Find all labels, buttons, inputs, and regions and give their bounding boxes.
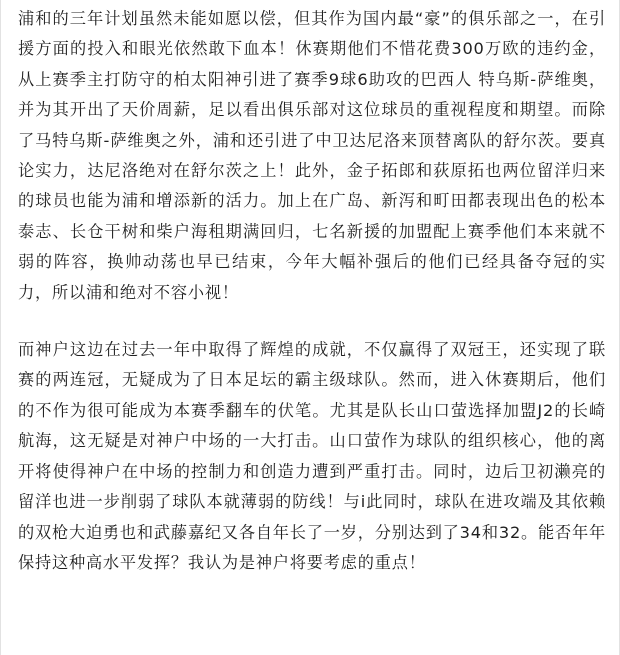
article-paragraph-urawa: 浦和的三年计划虽然未能如愿以偿，但其作为国内最“豪”的俱乐部之一，在引援方面的投入和眼光依然敢下血本！休赛期他们不惜花费300万欧的违约金，从上赛季主打防守的柏太阳神引进了赛季9球6助攻的巴西人 特乌斯-萨维奥，并为其开出了天价周薪，足以看出俱乐部对这位球员的重视程度和期望。而除了马特乌斯-萨维奥之外，浦和还引进了中卫达尼洛来顶替离队的舒尔茨。要真论实力，达尼洛绝对在舒尔茨之上！此外，金子拓郎和荻原拓也两位留洋归来的球员也能为浦和增添新的活力。加上在广岛、新泻和町田都表现出色的松本泰志、长仓干树和柴户海租期满回归，七名新援的加盟配上赛季他们本来就不弱的阵容，换帅动荡也早已结束，今年大幅补强后的他们已经具备夺冠的实力，所以浦和绝对不容小视！ (18, 9, 606, 302)
page-left-border (0, 0, 1, 655)
article-paragraph-kobe: 而神户这边在过去一年中取得了辉煌的成就，不仅赢得了双冠王，还实现了联赛的两连冠，无疑成为了日本足坛的霸主级球队。然而，进入休赛期后，他们的不作为很可能成为本赛季翻车的伏笔。尤其是队长山口萤选择加盟J2的长崎航海，这无疑是对神户中场的一大打击。山口萤作为球队的组织核心，他的离开将使得神户在中场的控制力和创造力遭到严重打击。同时，边后卫初濑亮的留洋也进一步削弱了球队本就薄弱的防线！与i此同时，球队在进攻端及其依赖的双枪大迫勇也和武藤嘉纪又各自年长了一岁，分别达到了34和32。能否年年保持这种高水平发挥？我认为是神户将要考虑的重点！ (18, 340, 606, 572)
